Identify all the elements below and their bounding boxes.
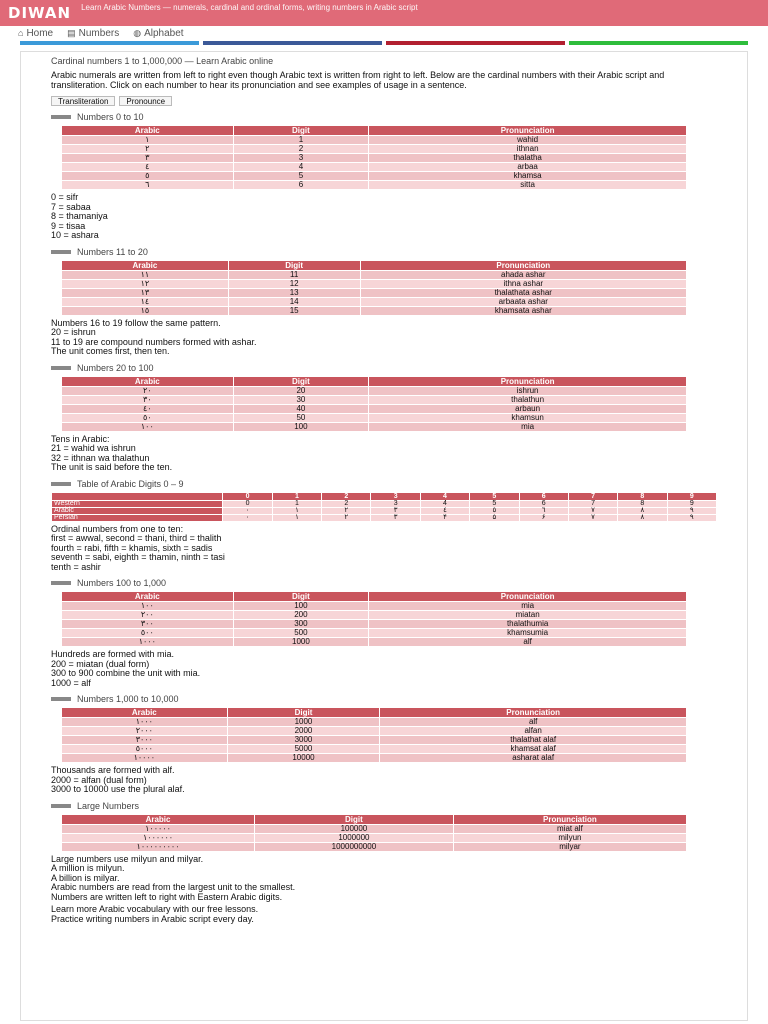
section-heading xyxy=(51,363,717,373)
note-line: Thousands are formed with alf. xyxy=(51,765,175,775)
table-cell: 9 xyxy=(667,500,716,507)
table-row[interactable] xyxy=(62,163,687,172)
column-header: Digit xyxy=(233,376,369,386)
column-header: 1 xyxy=(272,492,321,500)
table-cell: alf xyxy=(369,638,687,647)
note-line: 10 = ashara xyxy=(51,230,99,240)
column-header: 4 xyxy=(420,492,469,500)
table-header-row xyxy=(62,376,687,386)
section-marker xyxy=(51,482,71,486)
table-cell: thalathat alaf xyxy=(380,736,687,745)
numbers-table xyxy=(61,376,687,432)
column-header: Arabic xyxy=(62,260,229,270)
book-icon: ▤ xyxy=(67,27,76,38)
table-cell: 6 xyxy=(233,181,369,190)
table-row[interactable] xyxy=(62,422,687,431)
share-button-3[interactable] xyxy=(569,41,748,45)
table-cell: 100000 xyxy=(255,824,454,833)
note-line: A million is milyun. xyxy=(51,863,125,873)
column-header: Arabic xyxy=(62,126,234,136)
nav-item-numbers[interactable] xyxy=(67,28,119,39)
note-line: 20 = ishrun xyxy=(51,327,96,337)
table-cell: ٦ xyxy=(519,507,568,514)
site-header xyxy=(0,0,768,26)
column-header: Pronunciation xyxy=(369,592,687,602)
table-cell: 1000 xyxy=(227,718,380,727)
table-cell: ۲ xyxy=(322,514,371,521)
note-line: Arabic numbers are read from the largest unit to the smallest. xyxy=(51,882,296,892)
note-line: 200 = miatan (dual form) xyxy=(51,658,150,669)
column-header: Arabic xyxy=(62,708,228,718)
column-header: Digit xyxy=(233,592,369,602)
table-cell: ishrun xyxy=(369,386,687,395)
table-row xyxy=(52,514,717,521)
table-row xyxy=(52,500,717,507)
column-header: 0 xyxy=(223,492,272,500)
note-line: Numbers are written left to right with Eastern Arabic digits. xyxy=(51,891,283,902)
table-cell: ٣٠ xyxy=(62,395,234,404)
table-cell: ١٠٠ xyxy=(62,602,234,611)
numbers-table xyxy=(61,260,687,316)
numbers-table xyxy=(61,814,687,852)
table-cell: thalatha xyxy=(369,154,687,163)
table-header-row xyxy=(62,814,687,824)
section-title: Numbers 100 to 1,000 xyxy=(77,578,167,588)
note-line: Tens in Arabic: xyxy=(51,433,110,444)
nav-item-label: Numbers xyxy=(78,27,120,39)
table-row[interactable] xyxy=(62,395,687,404)
note-line: The unit is said before the ten. xyxy=(51,462,173,472)
note-line: Practice writing numbers in Arabic script every day. xyxy=(51,913,254,924)
table-cell: ٢٠٠٠ xyxy=(62,727,228,736)
note-line: 8 = thamaniya xyxy=(51,211,108,221)
numbers-table xyxy=(61,125,687,190)
breadcrumb-nav xyxy=(0,26,768,40)
column-header: 7 xyxy=(568,492,617,500)
table-cell: sitta xyxy=(369,181,687,190)
table-cell: ۴ xyxy=(420,514,469,521)
table-row[interactable] xyxy=(62,154,687,163)
table-cell: thalathun xyxy=(369,395,687,404)
section-notes xyxy=(51,766,717,795)
site-tagline: Learn Arabic Numbers — numerals, cardinal and ordinal forms, writing numbers in Arabic script xyxy=(81,3,418,12)
note-line: seventh = sabi, eighth = thamin, ninth = tasi xyxy=(51,552,225,562)
table-cell: ١٠٠٠٠٠٠ xyxy=(62,833,255,842)
share-button-2[interactable] xyxy=(386,41,565,45)
section-marker xyxy=(51,250,71,254)
table-cell: 0 xyxy=(223,500,272,507)
table-cell: wahid xyxy=(369,136,687,145)
table-cell: Arabic xyxy=(52,507,223,514)
main-content xyxy=(20,51,748,1021)
table-cell: ١٠٠٠ xyxy=(62,718,228,727)
table-cell: arbaun xyxy=(369,404,687,413)
table-cell: 8 xyxy=(618,500,667,507)
note-line: 1000 = alf xyxy=(51,677,91,688)
table-cell: ١٣ xyxy=(62,288,229,297)
table-cell: 100 xyxy=(233,422,369,431)
table-row[interactable] xyxy=(62,727,687,736)
table-cell: miatan xyxy=(369,611,687,620)
table-cell: Persian xyxy=(52,514,223,521)
section-notes xyxy=(51,193,717,241)
table-cell: ٣٠٠ xyxy=(62,620,234,629)
table-cell: 10000 xyxy=(227,754,380,763)
note-line: 21 = wahid wa ishrun xyxy=(51,443,136,453)
section-notes xyxy=(51,855,717,903)
note-line: tenth = ashir xyxy=(51,561,101,572)
table-cell: 3000 xyxy=(227,736,380,745)
table-cell: ٥٠٠ xyxy=(62,629,234,638)
table-row[interactable] xyxy=(62,279,687,288)
column-header: Digit xyxy=(255,814,454,824)
table-cell: ٩ xyxy=(667,507,716,514)
table-row[interactable] xyxy=(62,824,687,833)
note-line: Large numbers use milyun and milyar. xyxy=(51,853,204,864)
section-title: Numbers 11 to 20 xyxy=(77,246,148,257)
section-marker xyxy=(51,581,71,585)
table-cell: ٣ xyxy=(62,154,234,163)
column-header: 8 xyxy=(618,492,667,500)
note-line: The unit comes first, then ten. xyxy=(51,346,170,356)
note-line: 9 = tisaa xyxy=(51,220,86,231)
column-header: Pronunciation xyxy=(369,376,687,386)
table-cell: 5 xyxy=(470,500,519,507)
column-header: Arabic xyxy=(62,376,234,386)
column-header: Pronunciation xyxy=(369,126,687,136)
table-cell: ۰ xyxy=(223,514,272,521)
note-line: first = awwal, second = thani, third = thalith xyxy=(51,533,222,543)
section-heading xyxy=(51,694,717,704)
column-header: 6 xyxy=(519,492,568,500)
table-cell: 5 xyxy=(233,172,369,181)
table-cell: ٠ xyxy=(223,507,272,514)
table-cell: alf xyxy=(380,718,687,727)
table-cell: ٢٠٠ xyxy=(62,611,234,620)
table-cell: khamsun xyxy=(369,413,687,422)
table-cell: 1 xyxy=(272,500,321,507)
section-marker xyxy=(51,366,71,370)
table-header-row xyxy=(62,708,687,718)
note-line: Numbers 16 to 19 follow the same pattern. xyxy=(51,317,221,328)
table-cell: ١٠٠٠ xyxy=(62,638,234,647)
note-line: Ordinal numbers from one to ten: xyxy=(51,523,184,534)
section-title: Numbers 20 to 100 xyxy=(77,362,154,373)
table-cell: khamsa xyxy=(369,172,687,181)
table-cell: ١ xyxy=(62,136,234,145)
note-line: 0 = sifr xyxy=(51,192,79,202)
intro-paragraph: Arabic numerals are written from left to right even though Arabic text is written from right to left. Below are the cardinal numbers with their Arabic script and transliteration. Click on each number to hear its pronunciation and see examples of usage in a sentence. xyxy=(51,70,665,90)
table-row[interactable] xyxy=(62,754,687,763)
table-cell: ١٠٠٠٠٠ xyxy=(62,824,255,833)
table-row[interactable] xyxy=(62,297,687,306)
column-header: Pronunciation xyxy=(360,260,687,270)
page-subtitle: Cardinal numbers 1 to 1,000,000 — Learn Arabic online xyxy=(51,56,274,66)
table-row[interactable] xyxy=(62,306,687,315)
table-cell: ٢٠ xyxy=(62,386,234,395)
table-cell: mia xyxy=(369,422,687,431)
table-row[interactable] xyxy=(62,145,687,154)
table-cell: asharat alaf xyxy=(380,754,687,763)
table-cell: ahada ashar xyxy=(360,270,687,279)
table-cell: 500 xyxy=(233,629,369,638)
table-row[interactable] xyxy=(62,842,687,851)
note-line: fourth = rabi, fifth = khamis, sixth = sadis xyxy=(51,542,213,553)
table-row xyxy=(52,507,717,514)
closing-notes xyxy=(51,905,717,924)
section-marker xyxy=(51,804,71,808)
numbers-table xyxy=(61,591,687,647)
table-cell: ۶ xyxy=(519,514,568,521)
column-header: 2 xyxy=(322,492,371,500)
note-line: 300 to 900 combine the unit with mia. xyxy=(51,668,201,678)
table-cell: miat alf xyxy=(453,824,686,833)
table-cell: ٥٠٠٠ xyxy=(62,745,228,754)
table-row[interactable] xyxy=(62,386,687,395)
table-cell: 1000000 xyxy=(255,833,454,842)
column-header: Arabic xyxy=(62,592,234,602)
table-cell: ithna ashar xyxy=(360,279,687,288)
table-cell: arbaata ashar xyxy=(360,297,687,306)
column-header xyxy=(52,492,223,500)
table-cell: ٧ xyxy=(568,507,617,514)
section-notes xyxy=(51,435,717,473)
table-cell: ٥ xyxy=(62,172,234,181)
table-cell: 14 xyxy=(228,297,360,306)
section-heading xyxy=(51,578,717,588)
table-cell: 4 xyxy=(420,500,469,507)
table-cell: thalathata ashar xyxy=(360,288,687,297)
table-cell: ٥٠ xyxy=(62,413,234,422)
table-header-row xyxy=(62,592,687,602)
table-row[interactable] xyxy=(62,620,687,629)
transliteration-button[interactable]: Transliteration xyxy=(51,96,115,106)
section-heading xyxy=(51,801,717,811)
table-cell: khamsumia xyxy=(369,629,687,638)
table-cell: ١١ xyxy=(62,270,229,279)
table-row[interactable] xyxy=(62,181,687,190)
note-line: 32 = ithnan wa thalathun xyxy=(51,452,150,463)
table-cell: ٤ xyxy=(62,163,234,172)
section-title: Numbers 1,000 to 10,000 xyxy=(77,694,179,704)
table-header-row xyxy=(62,126,687,136)
table-cell: mia xyxy=(369,602,687,611)
column-header: Digit xyxy=(228,260,360,270)
section-notes xyxy=(51,525,717,573)
home-icon: ⌂ xyxy=(18,27,24,38)
table-cell: ۸ xyxy=(618,514,667,521)
table-cell: khamsat alaf xyxy=(380,745,687,754)
table-cell: 3 xyxy=(233,154,369,163)
note-line: Hundreds are formed with mia. xyxy=(51,649,175,659)
table-cell: khamsata ashar xyxy=(360,306,687,315)
column-header: Pronunciation xyxy=(453,814,686,824)
table-cell: 7 xyxy=(568,500,617,507)
nav-item-label: Home xyxy=(26,27,54,39)
note-line: Learn more Arabic vocabulary with our free lessons. xyxy=(51,904,259,914)
table-cell: 30 xyxy=(233,395,369,404)
table-cell: 5000 xyxy=(227,745,380,754)
column-header: Digit xyxy=(227,708,380,718)
note-line: 3000 to 10000 use the plural alaf. xyxy=(51,784,185,794)
table-cell: ٢ xyxy=(322,507,371,514)
table-cell: 1000000000 xyxy=(255,842,454,851)
table-cell: 50 xyxy=(233,413,369,422)
section-heading xyxy=(51,247,717,257)
table-cell: milyar xyxy=(453,842,686,851)
table-cell: ۵ xyxy=(470,514,519,521)
column-header: 9 xyxy=(667,492,716,500)
table-cell: ١٥ xyxy=(62,306,229,315)
share-bar xyxy=(0,41,768,45)
table-cell: 100 xyxy=(233,602,369,611)
table-cell: ١٠٠٠٠٠٠٠٠٠ xyxy=(62,842,255,851)
table-cell: ٦ xyxy=(62,181,234,190)
table-row[interactable] xyxy=(62,745,687,754)
table-cell: ۱ xyxy=(272,514,321,521)
digits-table xyxy=(51,492,717,522)
table-cell: ٣٠٠٠ xyxy=(62,736,228,745)
toolbar xyxy=(51,96,717,106)
table-row[interactable] xyxy=(62,602,687,611)
table-cell: ٤٠ xyxy=(62,404,234,413)
globe-icon: ◍ xyxy=(133,27,142,38)
share-button-0[interactable] xyxy=(20,41,199,45)
table-cell: 3 xyxy=(371,500,420,507)
site-logo[interactable]: DIWAN xyxy=(8,4,72,22)
table-row[interactable] xyxy=(62,288,687,297)
note-line: 7 = sabaa xyxy=(51,201,91,212)
table-cell: 11 xyxy=(228,270,360,279)
column-header: 3 xyxy=(371,492,420,500)
nav-item-label: Alphabet xyxy=(144,27,184,39)
table-cell: 200 xyxy=(233,611,369,620)
table-header-row xyxy=(52,492,717,500)
section-title: Numbers 0 to 10 xyxy=(77,112,144,122)
note-line: 11 to 19 are compound numbers formed with ashar. xyxy=(51,336,257,347)
table-cell: 12 xyxy=(228,279,360,288)
table-cell: ٣ xyxy=(371,507,420,514)
table-row[interactable] xyxy=(62,413,687,422)
table-cell: ١٠٠٠٠ xyxy=(62,754,228,763)
share-button-1[interactable] xyxy=(203,41,382,45)
table-cell: 2000 xyxy=(227,727,380,736)
section-notes xyxy=(51,650,717,688)
section-marker xyxy=(51,115,71,119)
table-cell: ٤ xyxy=(420,507,469,514)
table-row[interactable] xyxy=(62,638,687,647)
table-row[interactable] xyxy=(62,833,687,842)
nav-item-alphabet[interactable] xyxy=(133,28,183,39)
table-row[interactable] xyxy=(62,404,687,413)
table-cell: alfan xyxy=(380,727,687,736)
table-row[interactable] xyxy=(62,270,687,279)
pronounce-button[interactable]: Pronounce xyxy=(119,96,172,106)
table-cell: 40 xyxy=(233,404,369,413)
table-cell: ۷ xyxy=(568,514,617,521)
table-cell: arbaa xyxy=(369,163,687,172)
table-row[interactable] xyxy=(62,172,687,181)
table-cell: ١٢ xyxy=(62,279,229,288)
table-cell: Western xyxy=(52,500,223,507)
numbers-table xyxy=(61,707,687,763)
table-cell: ٥ xyxy=(470,507,519,514)
table-cell: ۳ xyxy=(371,514,420,521)
table-row[interactable] xyxy=(62,736,687,745)
table-cell: ٢ xyxy=(62,145,234,154)
table-cell: 4 xyxy=(233,163,369,172)
table-cell: ٨ xyxy=(618,507,667,514)
section-title: Table of Arabic Digits 0 – 9 xyxy=(77,478,184,489)
table-row[interactable] xyxy=(62,136,687,145)
section-title: Large Numbers xyxy=(77,800,140,811)
table-cell: 1 xyxy=(233,136,369,145)
table-cell: 300 xyxy=(233,620,369,629)
table-cell: milyun xyxy=(453,833,686,842)
column-header: Arabic xyxy=(62,814,255,824)
table-cell: 13 xyxy=(228,288,360,297)
table-cell: ithnan xyxy=(369,145,687,154)
table-cell: ۹ xyxy=(667,514,716,521)
table-cell: ١٠٠ xyxy=(62,422,234,431)
table-cell: thalathumia xyxy=(369,620,687,629)
table-cell: 1000 xyxy=(233,638,369,647)
section-notes xyxy=(51,319,717,357)
column-header: 5 xyxy=(470,492,519,500)
section-marker xyxy=(51,697,71,701)
table-cell: 2 xyxy=(322,500,371,507)
table-cell: 2 xyxy=(233,145,369,154)
section-heading xyxy=(51,112,717,122)
column-header: Pronunciation xyxy=(380,708,687,718)
table-row[interactable] xyxy=(62,611,687,620)
nav-item-home[interactable] xyxy=(18,28,53,39)
note-line: 2000 = alfan (dual form) xyxy=(51,774,147,785)
table-cell: 20 xyxy=(233,386,369,395)
table-cell: ١ xyxy=(272,507,321,514)
section-heading xyxy=(51,479,717,489)
sections-container xyxy=(51,112,717,902)
table-cell: ١٤ xyxy=(62,297,229,306)
note-line: A billion is milyar. xyxy=(51,872,120,883)
table-row[interactable] xyxy=(62,718,687,727)
table-cell: 6 xyxy=(519,500,568,507)
table-cell: 15 xyxy=(228,306,360,315)
table-header-row xyxy=(62,260,687,270)
column-header: Digit xyxy=(233,126,369,136)
